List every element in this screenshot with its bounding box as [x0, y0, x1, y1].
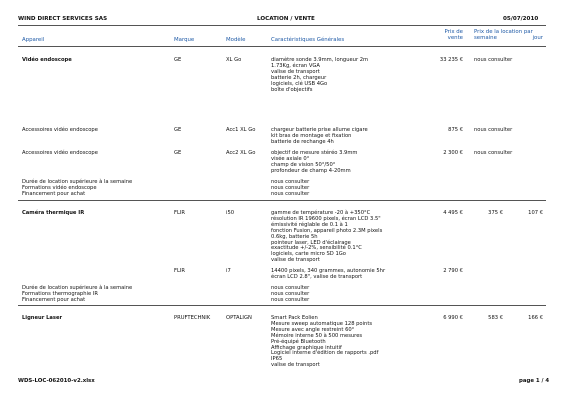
col-marque: Marque [174, 37, 195, 43]
row-prix-vente: 2 790 € [443, 268, 463, 274]
row-appareil: Ligneur Laser [22, 315, 63, 321]
page-number: page 1 / 4 [519, 378, 550, 384]
row-caracteristiques: nous consulter nous consulter nous consulter [271, 179, 310, 197]
row-marque: GE [174, 57, 182, 63]
row-marque: GE [174, 150, 182, 156]
row-caracteristiques: objectif de mesure stéréo 3.9mm visée axiale 0° champ de vision 50°/50° profondeur de champ 4-20mm [271, 150, 358, 174]
row-appareil: Accessoires vidéo endoscope [22, 127, 98, 133]
row-modele: i7 [226, 268, 231, 274]
row-appareil: Caméra thermique IR [22, 210, 85, 216]
row-caracteristiques: diamètre sonde 3.9mm, longueur 2m 1.73Kg, écran VGA valise de transport batterie 2h, chargeur logiciels, clé USB 4Go boîte d'objectifs [271, 57, 369, 93]
row-caracteristiques: chargeur batterie prise allume cigare kit bras de montage et fixation batterie de rechange 4h [271, 127, 368, 145]
row-marque: FLIR [174, 268, 186, 274]
section-rule [18, 305, 546, 306]
row-modele: i50 [226, 210, 235, 216]
row-marque: FLIR [174, 210, 186, 216]
row-prix-jour: 107 € [528, 210, 543, 216]
section-rule [18, 200, 546, 201]
document-title: LOCATION / VENTE [257, 16, 315, 22]
col-prix-vente: Prix de vente [444, 29, 463, 42]
col-modele: Modèle [226, 37, 246, 43]
row-modele: Acc1 XL Go [226, 127, 256, 133]
row-appareil: Accessoires vidéo endoscope [22, 150, 98, 156]
header-rule [18, 25, 546, 26]
company-name: WIND DIRECT SERVICES SAS [18, 16, 108, 22]
row-prix-vente: 6 990 € [443, 315, 463, 321]
col-prix-jour: jour [532, 35, 543, 42]
row-prix-vente: 875 € [448, 127, 463, 133]
row-prix-semaine: nous consulter [474, 150, 513, 156]
document-reference: WDS-LOC-062010-v2.xlsx [18, 378, 95, 384]
column-header-rule [18, 46, 546, 47]
row-caracteristiques: gamme de température -20 à +350°C résolution IR 19600 pixels, écran LCD 3.5" émissivité réglable de 0.1 à 1 fonction Fusion, appareil photo 2.3M pixels 0.6kg, batterie 5h pointeur laser, LED d'éclairage exactitude +/-2%, sensibilité 0.1°C logiciels, carte micro SD 1Go valise de transport [271, 210, 383, 264]
row-marque: PRUFTECHNIK [174, 315, 211, 321]
row-prix-vente: 33 235 € [439, 57, 463, 63]
row-prix-semaine: nous consulter [474, 127, 513, 133]
row-prix-jour: 166 € [528, 315, 543, 321]
row-caracteristiques: 14400 pixels, 340 grammes, autonomie 5hr écran LCD 2.8", valise de transport [271, 268, 386, 280]
row-prix-semaine: 583 € [488, 315, 503, 321]
row-marque: GE [174, 127, 182, 133]
row-modele: Acc2 XL Go [226, 150, 256, 156]
row-prix-semaine: 375 € [488, 210, 503, 216]
col-appareil: Appareil [22, 37, 45, 43]
document-date: 05/07/2010 [503, 16, 539, 22]
col-caracteristiques: Caractéristiques Générales [271, 37, 345, 43]
row-appareil: Vidéo endoscope [22, 57, 72, 63]
col-prix-location: Prix de la location par semaine [474, 29, 533, 42]
row-prix-vente: 2 300 € [443, 150, 463, 156]
row-appareil: Durée de location supérieure à la semaine Formations thermographie IR Financement pour achat [22, 285, 133, 303]
row-prix-semaine: nous consulter [474, 57, 513, 63]
row-appareil: Durée de location supérieure à la semaine Formations vidéo endoscope Financement pour achat [22, 179, 133, 197]
row-modele: XL Go [226, 57, 242, 63]
row-caracteristiques: Smart Pack Eolien Mesure sweep automatique 128 points Mesure avec angle restreint 60° Mémoire interne 50 à 500 mesures Pré-équipé Bluetooth Affichage graphique intuitif Logiciel interne d'édition de rapports .pdf IP65 valise de transport [271, 315, 379, 369]
row-prix-vente: 4 495 € [443, 210, 463, 216]
row-modele: OPTALIGN [226, 315, 252, 321]
row-caracteristiques: nous consulter nous consulter nous consulter [271, 285, 310, 303]
